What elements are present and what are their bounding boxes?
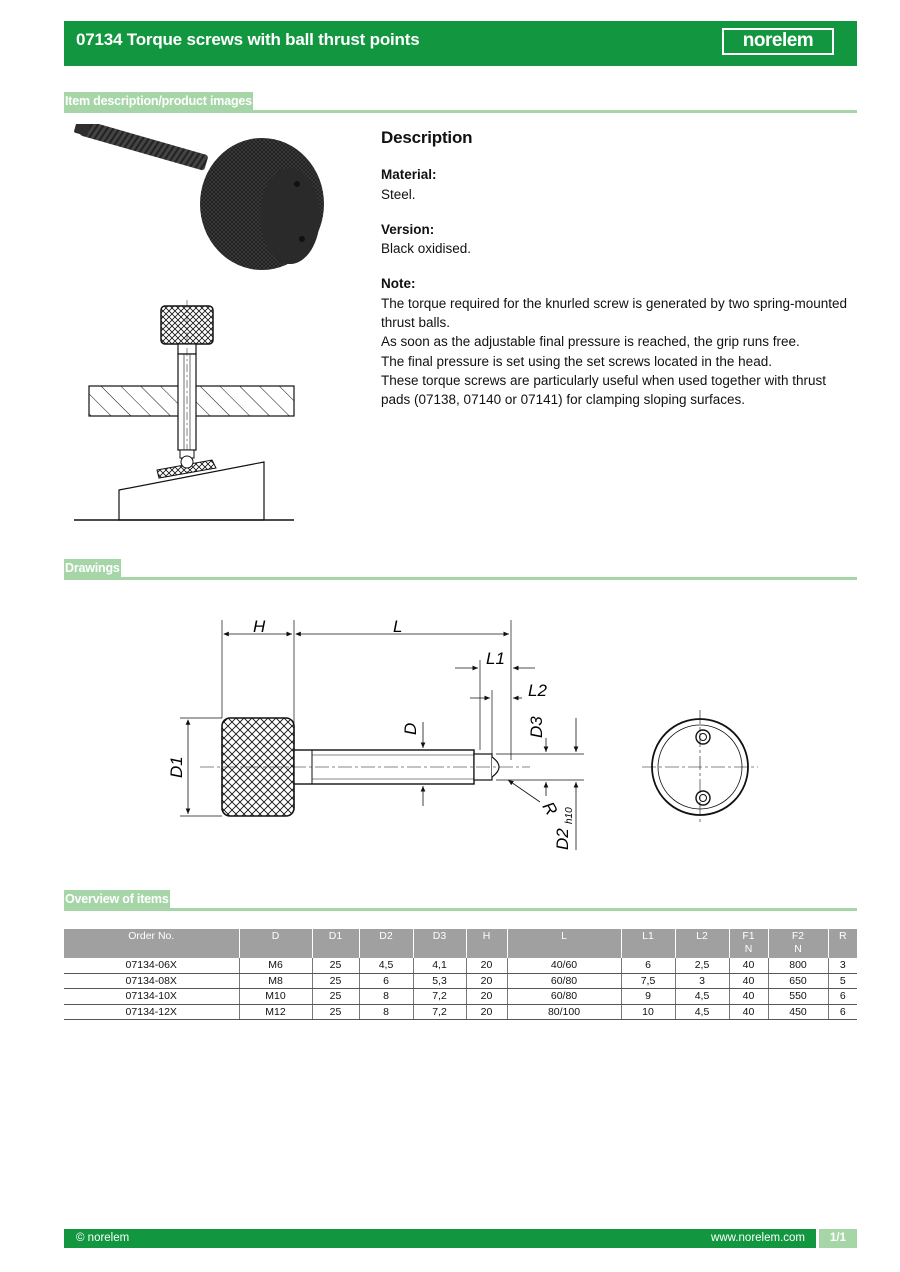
cell: 4,1 bbox=[413, 958, 466, 973]
cell: 5,3 bbox=[413, 973, 466, 989]
cell: 650 bbox=[768, 973, 828, 989]
cell: 80/100 bbox=[507, 1004, 621, 1020]
items-table bbox=[64, 929, 857, 1020]
section-label-overview: Overview of items bbox=[65, 892, 169, 906]
cell: 60/80 bbox=[507, 989, 621, 1005]
table-row[interactable] bbox=[64, 989, 857, 1005]
material-label: Material: bbox=[381, 167, 437, 183]
dim-label-d: D bbox=[401, 722, 420, 735]
version-value: Black oxidised. bbox=[381, 241, 472, 257]
col-header: D3 bbox=[413, 929, 466, 958]
cell: 550 bbox=[768, 989, 828, 1005]
col-header: F1 N bbox=[729, 929, 768, 958]
section-divider bbox=[64, 577, 857, 580]
material-value: Steel. bbox=[381, 186, 416, 202]
cell: 4,5 bbox=[359, 958, 413, 973]
cell: 40 bbox=[729, 989, 768, 1005]
cell: 25 bbox=[312, 989, 359, 1005]
cell: 20 bbox=[466, 973, 507, 989]
cell: 6 bbox=[828, 1004, 857, 1020]
col-header: L2 bbox=[675, 929, 729, 958]
cell-order-no: 07134-08X bbox=[64, 973, 239, 989]
cell: 8 bbox=[359, 989, 413, 1005]
note-line: As soon as the adjustable final pressure is reached, the grip runs free. bbox=[381, 334, 800, 350]
product-photo bbox=[62, 124, 324, 274]
note-label: Note: bbox=[381, 276, 416, 292]
cell: M12 bbox=[239, 1004, 312, 1020]
col-header: L1 bbox=[621, 929, 675, 958]
cell: 6 bbox=[359, 973, 413, 989]
cell: 450 bbox=[768, 1004, 828, 1020]
cell: 800 bbox=[768, 958, 828, 973]
cell: 4,5 bbox=[675, 1004, 729, 1020]
cell: 60/80 bbox=[507, 973, 621, 989]
section-divider bbox=[64, 110, 857, 113]
cell-order-no: 07134-06X bbox=[64, 958, 239, 973]
cell: 25 bbox=[312, 958, 359, 973]
page-number: 1/1 bbox=[819, 1229, 857, 1248]
col-header: Order No. bbox=[64, 929, 239, 958]
table-row[interactable] bbox=[64, 958, 857, 973]
col-header: D bbox=[239, 929, 312, 958]
dim-label-l1: L1 bbox=[486, 649, 505, 668]
dim-label-l2: L2 bbox=[528, 681, 547, 700]
cell: 6 bbox=[621, 958, 675, 973]
cell: M6 bbox=[239, 958, 312, 973]
cell: 3 bbox=[675, 973, 729, 989]
description-panel bbox=[381, 128, 851, 410]
dim-label-d3: D3 bbox=[527, 716, 546, 738]
col-header: H bbox=[466, 929, 507, 958]
section-divider bbox=[64, 908, 857, 911]
dim-label-d2-tolerance: h10 bbox=[564, 807, 575, 824]
technical-drawing bbox=[160, 610, 770, 860]
cell-order-no: 07134-12X bbox=[64, 1004, 239, 1020]
col-header: L bbox=[507, 929, 621, 958]
dim-label-r: R bbox=[538, 798, 562, 819]
note-line: The torque required for the knurled screw is generated by two spring-mounted thrust balls. bbox=[381, 295, 848, 331]
cell: 10 bbox=[621, 1004, 675, 1020]
cell: 25 bbox=[312, 973, 359, 989]
description-heading: Description bbox=[381, 128, 473, 147]
cell: 2,5 bbox=[675, 958, 729, 973]
cell: 20 bbox=[466, 989, 507, 1005]
brand-logo[interactable]: norelem bbox=[742, 30, 814, 51]
cell: 20 bbox=[466, 958, 507, 973]
cell: M8 bbox=[239, 973, 312, 989]
cell: 20 bbox=[466, 1004, 507, 1020]
cell: 25 bbox=[312, 1004, 359, 1020]
note-line: The final pressure is set using the set screws located in the head. bbox=[381, 353, 772, 369]
col-header: R bbox=[828, 929, 857, 958]
cell: 7,2 bbox=[413, 1004, 466, 1020]
version-label: Version: bbox=[381, 221, 435, 237]
section-label-drawings: Drawings bbox=[65, 561, 120, 575]
cell: 6 bbox=[828, 989, 857, 1005]
col-header: D1 bbox=[312, 929, 359, 958]
footer-website-link[interactable]: www.norelem.com bbox=[711, 1232, 805, 1244]
dim-label-l: L bbox=[393, 617, 403, 636]
cell: 7,2 bbox=[413, 989, 466, 1005]
cell: 9 bbox=[621, 989, 675, 1005]
application-sketch bbox=[64, 290, 304, 535]
dim-label-d2: D2 bbox=[553, 828, 572, 850]
cell: 7,5 bbox=[621, 973, 675, 989]
cell: 40 bbox=[729, 1004, 768, 1020]
cell-order-no: 07134-10X bbox=[64, 989, 239, 1005]
cell: 40 bbox=[729, 973, 768, 989]
table-header-row bbox=[64, 929, 857, 958]
page-title: 07134 Torque screws with ball thrust points bbox=[76, 30, 420, 49]
note-line: These torque screws are particularly useful when used together with thrust pads (07138, 07140 or 07141) for clamping sloping surfaces. bbox=[381, 372, 826, 408]
col-header: F2 N bbox=[768, 929, 828, 958]
cell: 40 bbox=[729, 958, 768, 973]
cell: 4,5 bbox=[675, 989, 729, 1005]
footer-copyright: © norelem bbox=[76, 1232, 130, 1244]
cell: 8 bbox=[359, 1004, 413, 1020]
section-label-item-description: Item description/product images bbox=[65, 94, 252, 108]
cell: M10 bbox=[239, 989, 312, 1005]
cell: 40/60 bbox=[507, 958, 621, 973]
col-header: D2 bbox=[359, 929, 413, 958]
table-row[interactable] bbox=[64, 973, 857, 989]
cell: 3 bbox=[828, 958, 857, 973]
table-row[interactable] bbox=[64, 1004, 857, 1020]
dim-label-h: H bbox=[253, 617, 266, 636]
dim-label-d1: D1 bbox=[167, 756, 186, 778]
cell: 5 bbox=[828, 973, 857, 989]
